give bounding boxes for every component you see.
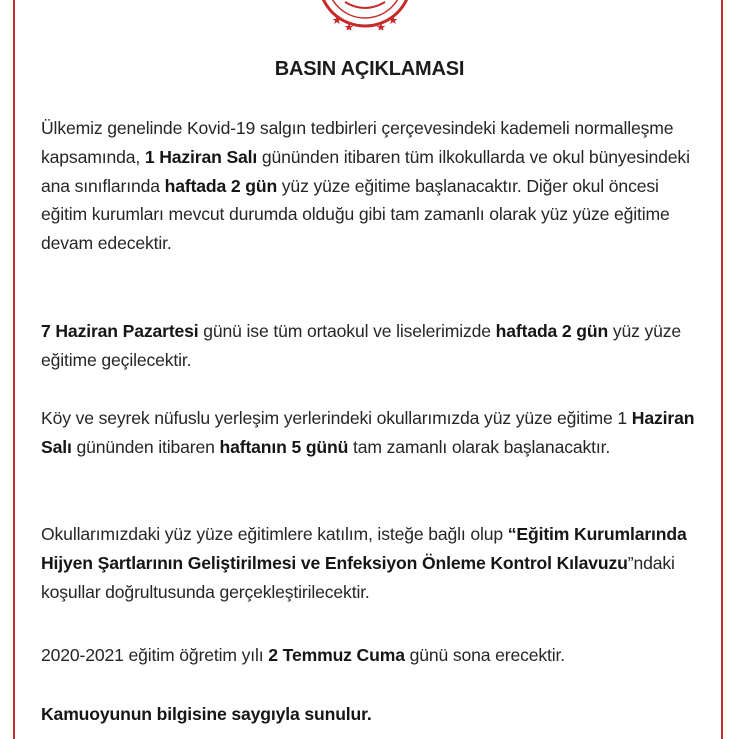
paragraph-5 <box>41 641 701 670</box>
body-text-segment: gününden itibaren tüm ilkokullarda ve okul bünyesindeki ana sınıflarında <box>41 146 690 196</box>
body-text-segment: 2020-2021 eğitim öğretim yılı <box>41 645 269 665</box>
body-text-segment: Okullarımızdaki yüz yüze eğitimlere katılım, isteğe bağlı olup <box>41 524 508 544</box>
emphasis-text: haftanın 5 günü <box>219 436 349 457</box>
body-text-segment: Kamuoyunun bilgisine saygıyla sunulur. <box>41 704 372 724</box>
emphasis-text: haftada 2 gün <box>495 321 609 341</box>
body-text-segment: yüz yüze eğitime geçilecektir. <box>41 321 682 370</box>
body-text-segment: Köy ve seyrek nüfuslu yerleşim yerlerindeki okullarımızda yüz yüze eğitime 1 <box>41 408 632 428</box>
emphasis-text: 1 Haziran Salı <box>144 146 258 167</box>
body-text-segment: Ülkemiz genelinde Kovid-19 salgın tedbirleri çerçevesindeki kademeli normalleşme kapsamında, <box>41 118 674 167</box>
paragraph-4 <box>41 520 701 606</box>
frame-border-left <box>13 0 15 739</box>
paragraph-1 <box>41 114 701 258</box>
body-text-segment: gününden itibaren <box>71 436 220 457</box>
emphasis-text: Haziran Salı <box>41 408 695 457</box>
closing-line <box>41 700 701 729</box>
body-text-segment: günü sona erecektir. <box>404 645 566 665</box>
body-text-segment: tam zamanlı olarak başlanacaktır. <box>348 436 611 457</box>
paragraph-2 <box>41 317 701 375</box>
body-text-segment: ”ndaki koşullar doğrultusunda gerçekleştirilecektir. <box>41 552 675 602</box>
body-text-segment: günü ise tüm ortaokul ve liselerimizde <box>198 321 496 341</box>
ministry-seal-icon <box>315 0 415 30</box>
emphasis-text: 7 Haziran Pazartesi <box>41 321 199 341</box>
paragraph-3 <box>41 404 701 462</box>
body-text-segment: yüz yüze eğitime başlanacaktır. Diğer okul öncesi eğitim kurumları mevcut durumda olduğu gibi tam zamanlı olarak yüz yüze eğitime devam edecektir. <box>41 175 670 254</box>
emphasis-text: haftada 2 gün <box>164 175 278 196</box>
frame-border-right <box>721 0 723 739</box>
emphasis-text: “Eğitim Kurumlarında Hijyen Şartlarının Geliştirilmesi ve Enfeksiyon Önleme Kontrol Kılavuzu <box>41 524 687 573</box>
emphasis-text: 2 Temmuz Cuma <box>268 645 405 665</box>
page-title: BASIN AÇIKLAMASI <box>274 58 465 80</box>
